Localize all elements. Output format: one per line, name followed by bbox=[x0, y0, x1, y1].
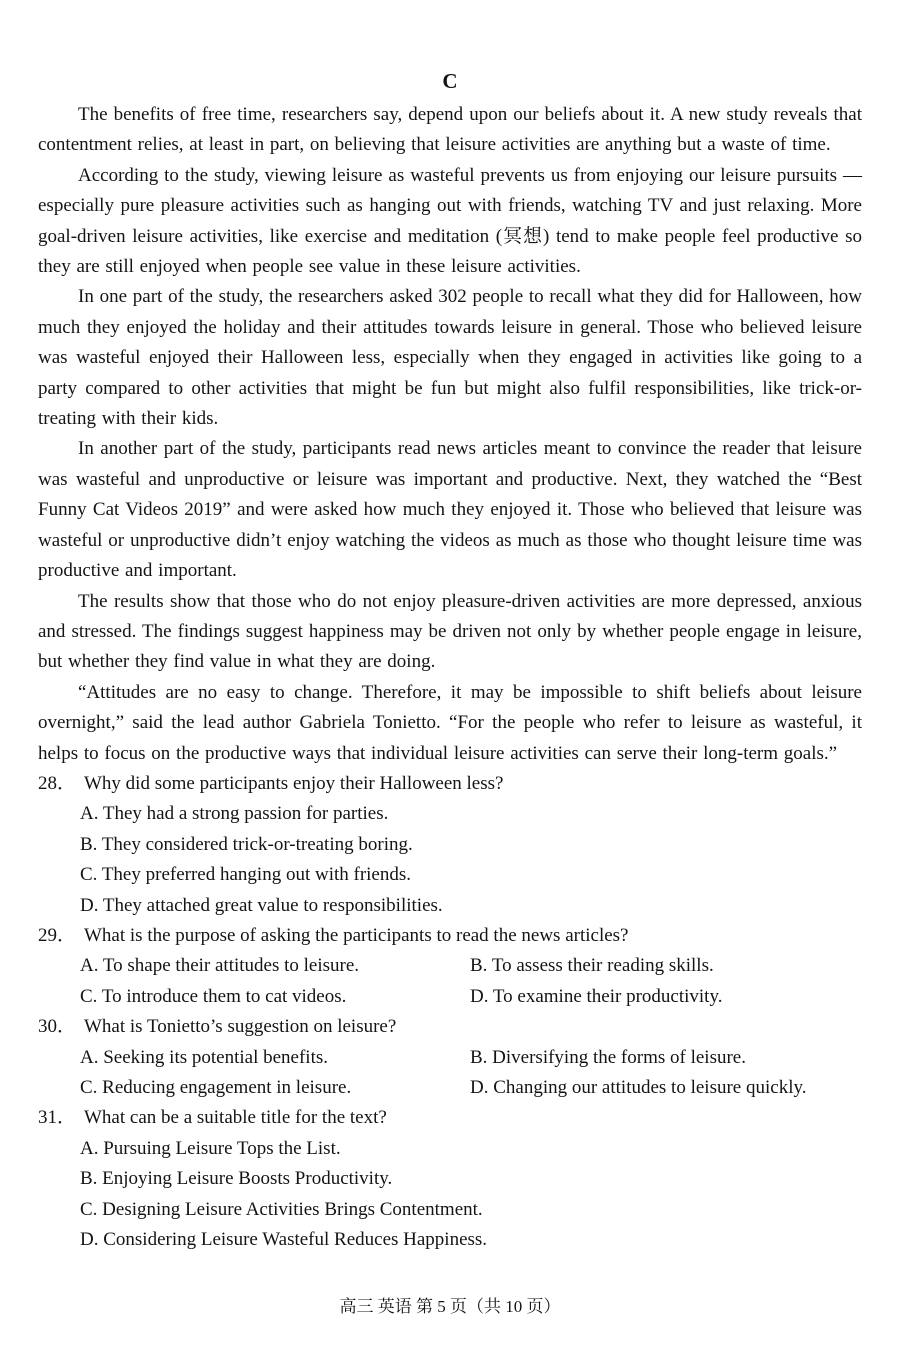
section-label: C bbox=[442, 69, 458, 93]
reading-passage bbox=[38, 100, 862, 769]
question-28-option-b: B. They considered trick-or-treating boring. bbox=[80, 833, 413, 855]
question-31-stem bbox=[38, 1103, 862, 1133]
question-31-option-d: D. Considering Leisure Wasteful Reduces Happiness. bbox=[80, 1229, 488, 1251]
question-28-stem bbox=[38, 769, 862, 799]
question-29-option-a: A. To shape their attitudes to leisure. bbox=[80, 955, 360, 977]
question-31-option-a: A. Pursuing Leisure Tops the List. bbox=[80, 1137, 341, 1159]
question-30-stem bbox=[38, 1012, 862, 1042]
question-28-option-a: A. They had a strong passion for parties. bbox=[80, 803, 389, 825]
question-31-text: What can be a suitable title for the text? bbox=[84, 1107, 387, 1129]
question-30-option-d: D. Changing our attitudes to leisure quickly. bbox=[470, 1077, 807, 1098]
question-29 bbox=[38, 921, 862, 1012]
question-31-number: 31． bbox=[38, 1107, 77, 1129]
question-29-stem bbox=[38, 921, 862, 951]
question-28-option-d: D. They attached great value to responsibilities. bbox=[80, 894, 443, 916]
question-29-option-d: D. To examine their productivity. bbox=[470, 985, 723, 1007]
question-28-number: 28． bbox=[38, 772, 77, 794]
question-28-options bbox=[80, 799, 862, 921]
passage-paragraph-2: According to the study, viewing leisure as wasteful prevents us from enjoying our leisure pursuits — especially pure pleasure activities such as hanging out with friends, watching TV and just relaxing. More goal-driven leisure activities, like exercise and meditation (冥想) tend to make people feel productive so they are still enjoyed when people see value in these leisure activities. bbox=[38, 164, 862, 278]
question-30-option-a: A. Seeking its potential benefits. bbox=[80, 1046, 329, 1068]
passage-paragraph-3: In one part of the study, the researchers asked 302 people to recall what they did for Halloween, how much they enjoyed the holiday and their attitudes towards leisure in general. Those who believed leisure was wasteful enjoyed their Halloween less, especially when they engaged in activities like going to a party compared to other activities that might be fun but might also fulfil responsibilities, like trick-or-treating with their kids. bbox=[38, 286, 862, 430]
question-29-text: What is the purpose of asking the participants to read the news articles? bbox=[84, 924, 629, 946]
question-29-option-c: C. To introduce them to cat videos. bbox=[80, 985, 347, 1007]
question-29-options bbox=[80, 951, 862, 1012]
question-30-option-b: B. Diversifying the forms of leisure. bbox=[470, 1046, 746, 1068]
question-30-options bbox=[80, 1043, 862, 1104]
question-28 bbox=[38, 769, 862, 921]
page-footer: 高三 英语 第 5 页（共 10 页） bbox=[339, 1297, 561, 1316]
question-29-number: 29． bbox=[38, 924, 77, 946]
question-31 bbox=[38, 1103, 862, 1255]
question-30-text: What is Tonietto’s suggestion on leisure? bbox=[84, 1016, 397, 1038]
question-30-number: 30． bbox=[38, 1016, 77, 1038]
question-29-option-b: B. To assess their reading skills. bbox=[470, 955, 714, 977]
passage-paragraph-5: The results show that those who do not enjoy pleasure-driven activities are more depressed, anxious and stressed. The findings suggest happiness may be driven not only by whether people engage in leisure, but whether they find value in what they are doing. bbox=[38, 590, 862, 673]
question-30 bbox=[38, 1012, 862, 1103]
question-31-option-c: C. Designing Leisure Activities Brings Contentment. bbox=[80, 1198, 483, 1220]
question-31-options bbox=[80, 1134, 862, 1256]
question-28-option-c: C. They preferred hanging out with friends. bbox=[80, 864, 412, 886]
question-28-text: Why did some participants enjoy their Halloween less? bbox=[84, 772, 504, 794]
question-31-option-b: B. Enjoying Leisure Boosts Productivity. bbox=[80, 1168, 393, 1190]
question-30-option-c: C. Reducing engagement in leisure. bbox=[80, 1077, 352, 1098]
passage-paragraph-1: The benefits of free time, researchers say, depend upon our beliefs about it. A new study reveals that contentment relies, at least in part, on believing that leisure activities are anything but a waste of time. bbox=[38, 104, 862, 156]
passage-paragraph-6: “Attitudes are no easy to change. Therefore, it may be impossible to shift beliefs about leisure overnight,” said the lead author Gabriela Tonietto. “For the people who refer to leisure as wasteful, it helps to focus on the productive ways that individual leisure activities can serve their long-term goals.” bbox=[38, 681, 862, 764]
passage-paragraph-4: In another part of the study, participants read news articles meant to convince the reader that leisure was wasteful and unproductive or leisure was important and productive. Next, they watched the “Best Funny Cat Videos 2019” and were asked how much they enjoyed it. Those who believed that leisure was wasteful or unproductive didn’t enjoy watching the videos as much as those who thought leisure time was productive and important. bbox=[38, 438, 862, 582]
questions-section bbox=[38, 769, 862, 1256]
